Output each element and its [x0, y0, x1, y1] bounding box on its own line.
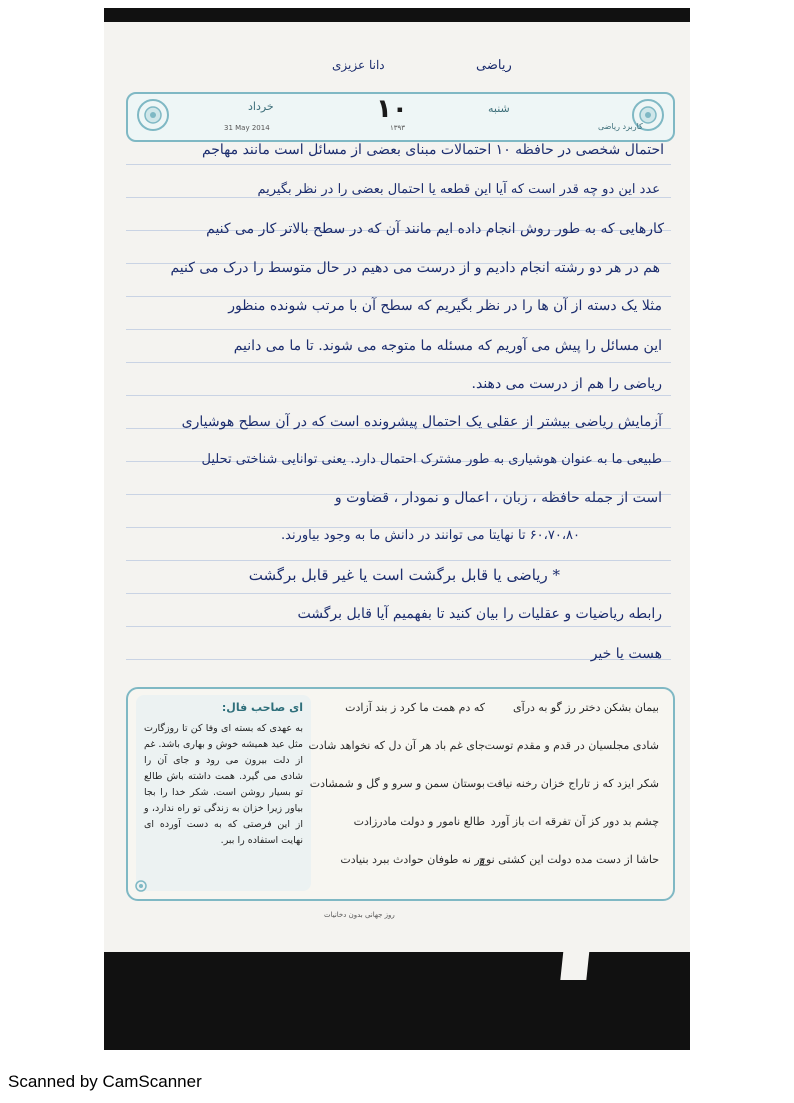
poem-verse-left: ور نه طوفان حوادث ببرد بنیادت: [340, 853, 485, 866]
flower-ornament-left-icon: [130, 92, 176, 138]
day-name: شنبه: [488, 102, 510, 115]
handwritten-line: طبیعی ما به عنوان هوشیاری به طور مشترک احتمال دارد. یعنی توانایی شناختی تحلیل: [201, 452, 662, 467]
poem-verse-left: جای غم باد هر آن دل که نخواهد شادت: [308, 739, 485, 752]
handwritten-line: رابطه ریاضیات و عقلیات را بیان کنید تا بفهمیم آیا قابل برگشت: [297, 606, 662, 622]
handwritten-line: ۶۰،۷۰،۸۰ تا نهایتا می توانند در دانش ما به وجود بیاورند.: [280, 528, 580, 543]
handwritten-line: آزمایش ریاضی بیشتر از عقلی یک احتمال پیشرونده است که در آن سطح هوشیاری: [181, 414, 662, 430]
notebook-page: [104, 22, 690, 952]
fortune-title: ای صاحب فال:: [221, 701, 303, 714]
poem-verse-left: بوستان سمن و سرو و گل و شمشادت: [309, 777, 485, 790]
poem-verse-right: چشم بد دور کز آن تفرقه ات باز آورد: [490, 815, 659, 828]
poem-verse-left: طالع نامور و دولت مادرزادت: [353, 815, 485, 828]
handwritten-line: احتمال شخصی در حافظه ۱۰ احتمالات مبنای بعضی از مسائل است مانند مهاجم: [201, 142, 664, 158]
date-header: [126, 92, 675, 142]
header-left-label: کاربرد ریاضی: [598, 122, 643, 131]
fortune-text: به عهدی که بسته ای وفا کن تا روزگارت مثل عید همیشه خوش و بهاری باشد. غم از دلت بیرون می رود و جای آن را شادی می گیرد. همت داشته باش طالع تو بسیار روشن است. شکر خدا را بجا بیاور زیرا خزان به زندگی تو راه ندارد، و از این فرصتی که به دست آورده ای نهایت استفاده را ببر.: [144, 723, 303, 846]
poem-verse-left: که دم همت ما کرد ز بند آزادت: [345, 701, 485, 714]
ruled-line: [126, 296, 671, 297]
ruled-line: [126, 362, 671, 363]
poem-box: [126, 687, 675, 901]
footer-note: روز جهانی بدون دخانیات: [324, 911, 395, 919]
handwritten-line: است از جمله حافظه ، زبان ، اعمال و نمودار ، قضاوت و: [334, 490, 662, 506]
ruled-line: [126, 593, 671, 594]
subject-label: ریاضی: [476, 58, 512, 73]
page-tab: [560, 948, 589, 980]
ruled-line: [126, 659, 671, 660]
ruled-line: [126, 626, 671, 627]
handwritten-line: * ریاضی یا قابل برگشت است یا غیر قابل برگشت: [248, 566, 560, 584]
handwritten-line: هم در هر دو رشته انجام دادیم و از درست می دهیم در حال متوسط را درک می کنیم: [170, 260, 660, 276]
poem-verse-right: شکر ایزد که ز تاراج خزان رخنه نیافت: [486, 777, 659, 790]
year: ۱۳۹۳: [390, 124, 406, 132]
day-number: ۱۰: [376, 94, 408, 124]
flower-ornament-right-icon: [625, 92, 671, 138]
scanned-page-frame: [104, 8, 690, 1050]
handwritten-line: عدد این دو چه قدر است که آیا این قطعه یا احتمال بعضی را در نظر بگیریم: [257, 182, 660, 197]
class-name-label: دانا عزیزی: [332, 58, 385, 72]
handwritten-line: کارهایی که به طور روش انجام داده ایم مانند آن که در سطح بالاتر کار می کنیم: [206, 221, 664, 237]
swirl-ornament-icon: [134, 879, 148, 893]
handwritten-line: ریاضی را هم از درست می دهند.: [471, 376, 662, 392]
handwritten-line: مثلا یک دسته از آن ها را در نظر بگیریم که سطح آن با مرتب شونده منظور: [228, 298, 662, 314]
scanner-caption: Scanned by CamScanner: [8, 1072, 202, 1091]
poem-verse-right: بیمان بشکن دختر رز گو به درآی: [513, 701, 659, 714]
handwritten-line: این مسائل را پیش می آوریم که مسئله ما متوجه می شوند. تا ما می دانیم: [233, 338, 662, 354]
fortune-box: [136, 695, 311, 891]
ruled-line: [126, 395, 671, 396]
ruled-line: [126, 329, 671, 330]
poem-verse-right: حاشا از دست مده دولت این کشتی نوح: [478, 853, 659, 866]
ruled-line: [126, 164, 671, 165]
month-name: خرداد: [248, 100, 274, 113]
ruled-line: [126, 197, 671, 198]
ruled-line: [126, 560, 671, 561]
poem-verse-right: شادی مجلسیان در قدم و مقدم توست: [484, 739, 659, 752]
gregorian-date: 31 May 2014: [224, 124, 270, 132]
handwritten-line: هست یا خیر: [590, 646, 662, 662]
